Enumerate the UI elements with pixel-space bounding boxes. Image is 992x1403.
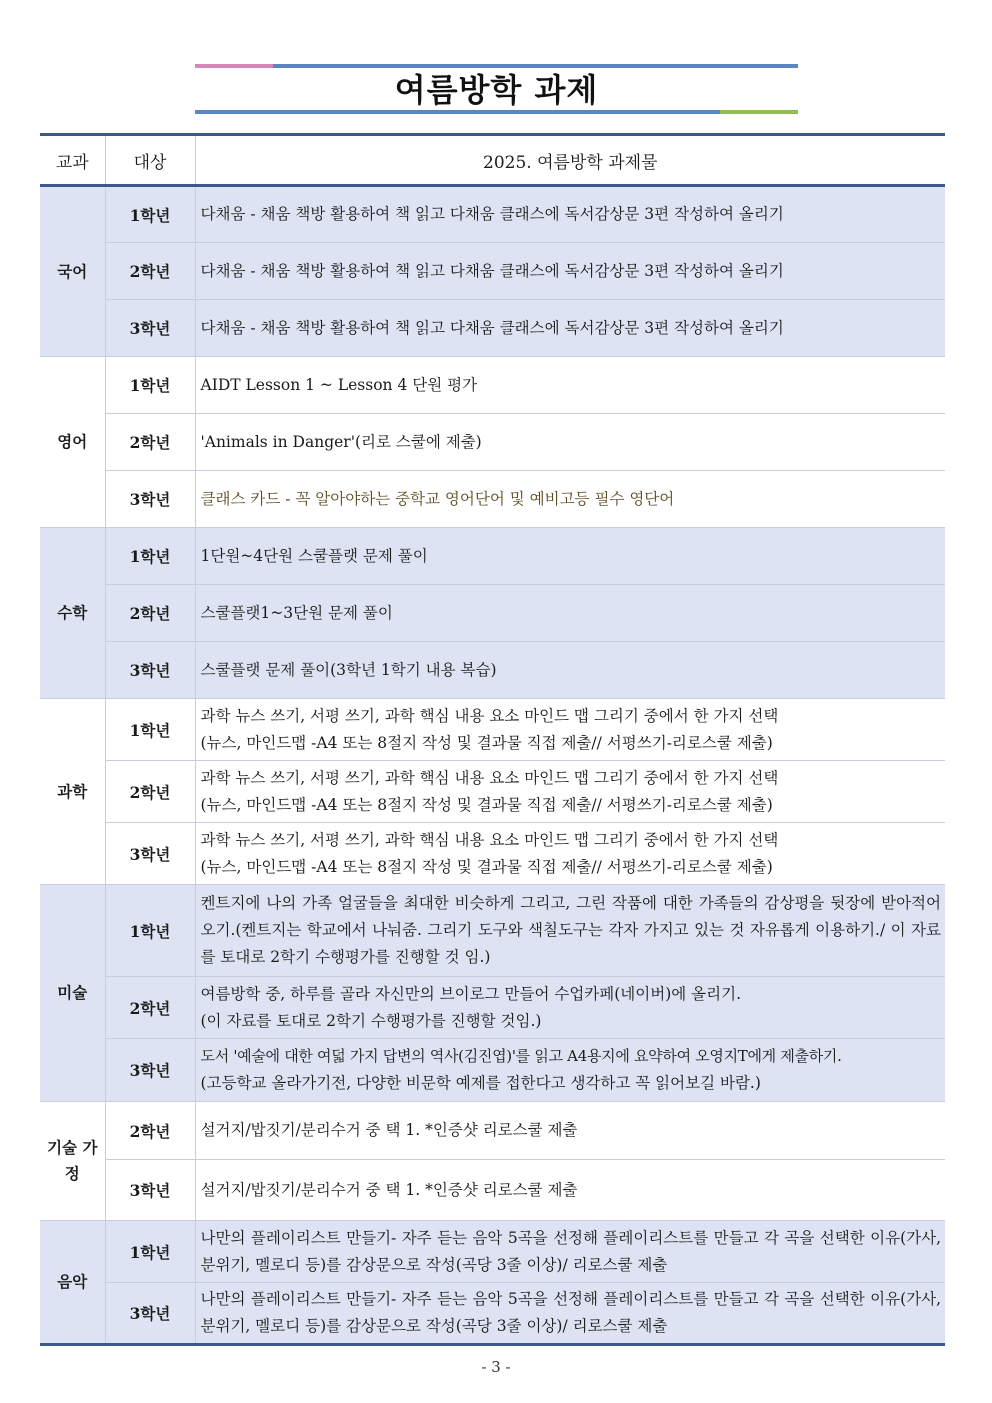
grade-cell: 1학년 bbox=[105, 885, 195, 977]
title-top-bar bbox=[195, 64, 798, 68]
grade-cell: 3학년 bbox=[105, 471, 195, 528]
task-cell: 'Animals in Danger'(리로 스쿨에 제출) bbox=[200, 432, 482, 451]
task-text: 켄트지에 나의 가족 얼굴들을 최대한 비슷하게 그리고, 그린 작품에 대한 가족들의 감상평을 뒷장에 받아적어오기.(켄트지는 학교에서 나눠줌. 그리기 도구와 색칠도구는 각자 가지고 있는 것 자유롭게 이용하기./ 이 자료를 토대로 2학기 수행평가를 진행할 것 임.) bbox=[200, 894, 941, 966]
task-text: 나만의 플레이리스트 만들기- 자주 듣는 음악 5곡을 선정해 플레이리스트를 만들고 각 곡을 선택한 이유(가사, 분위기, 멜로디 등)를 감상문으로 작성(곡당 3줄 이상)/ 리로스쿨 제출 bbox=[200, 1228, 941, 1274]
subject-cell: 영어 bbox=[40, 357, 105, 528]
task-line: 과학 뉴스 쓰기, 서평 쓰기, 과학 핵심 내용 요소 마인드 맵 그리기 중에서 한 가지 선택 bbox=[200, 706, 779, 725]
task-line: 과학 뉴스 쓰기, 서평 쓰기, 과학 핵심 내용 요소 마인드 맵 그리기 중에서 한 가지 선택 bbox=[200, 768, 779, 787]
grade-cell: 2학년 bbox=[105, 761, 195, 823]
title-bar-blue-2 bbox=[195, 110, 720, 114]
table-row bbox=[40, 414, 945, 471]
task-line: 도서 '예술에 대한 여덟 가지 답변의 역사(김진엽)'를 읽고 A4용지에 요약하여 오영지T에게 제출하기. bbox=[200, 1047, 842, 1065]
task-text: 나만의 플레이리스트 만들기- 자주 듣는 음악 5곡을 선정해 플레이리스트를 만들고 각 곡을 선택한 이유(가사, 분위기, 멜로디 등)를 감상문으로 작성(곡당 3줄 이상)/ 리로스쿨 제출 bbox=[200, 1290, 941, 1335]
table-row bbox=[40, 642, 945, 699]
header-target: 대상 bbox=[105, 135, 195, 186]
task-line: (이 자료를 토대로 2학기 수행평가를 진행할 것임.) bbox=[200, 1011, 542, 1030]
subject-cell: 국어 bbox=[40, 186, 105, 357]
task-line: (고등학교 올라가기전, 다양한 비문학 예제를 접한다고 생각하고 꼭 읽어보길 바람.) bbox=[200, 1074, 761, 1092]
task-line: (뉴스, 마인드맵 -A4 또는 8절지 작성 및 결과물 직접 제출// 서평쓰기-리로스쿨 제출) bbox=[200, 733, 773, 752]
task-line: (뉴스, 마인드맵 -A4 또는 8절지 작성 및 결과물 직접 제출// 서평쓰기-리로스쿨 제출) bbox=[200, 857, 773, 876]
task-cell bbox=[195, 761, 945, 823]
title-block bbox=[195, 64, 798, 118]
task-cell bbox=[195, 699, 945, 761]
table-row bbox=[40, 357, 945, 414]
grade-cell: 2학년 bbox=[105, 1102, 195, 1160]
task-cell bbox=[195, 885, 945, 977]
title-bottom-bar bbox=[195, 110, 798, 114]
header-assignment: 2025. 여름방학 과제물 bbox=[195, 135, 945, 186]
assignment-table bbox=[40, 133, 945, 1346]
task-cell: 다채움 - 채움 책방 활용하여 책 읽고 다채움 클래스에 독서감상문 3편 작성하여 올리기 bbox=[195, 186, 945, 243]
subject-cell bbox=[40, 1102, 105, 1221]
table-row bbox=[40, 885, 945, 977]
grade-cell: 3학년 bbox=[105, 1039, 195, 1102]
grade-cell: 1학년 bbox=[105, 186, 195, 243]
grade-cell: 1학년 bbox=[105, 1221, 195, 1283]
task-cell: 설거지/밥짓기/분리수거 중 택 1. *인증샷 리로스쿨 제출 bbox=[200, 1121, 578, 1139]
table-row bbox=[40, 761, 945, 823]
grade-cell: 1학년 bbox=[105, 528, 195, 585]
grade-cell: 3학년 bbox=[105, 642, 195, 699]
task-cell: 스쿨플랫1~3단원 문제 풀이 bbox=[195, 585, 945, 642]
table-row bbox=[40, 1221, 945, 1283]
table-row bbox=[40, 528, 945, 585]
task-cell bbox=[195, 823, 945, 885]
table-row bbox=[40, 1283, 945, 1345]
page-number: - 3 - bbox=[481, 1358, 511, 1376]
task-cell: 1단원~4단원 스쿨플랫 문제 풀이 bbox=[195, 528, 945, 585]
subject-cell: 과학 bbox=[40, 699, 105, 885]
table-row bbox=[40, 1160, 945, 1221]
subject-cell: 음악 bbox=[40, 1221, 105, 1345]
grade-cell: 2학년 bbox=[105, 977, 195, 1039]
table-row bbox=[40, 1039, 945, 1102]
table-row bbox=[40, 585, 945, 642]
task-cell: 다채움 - 채움 책방 활용하여 책 읽고 다채움 클래스에 독서감상문 3편 작성하여 올리기 bbox=[195, 243, 945, 300]
task-cell bbox=[195, 1283, 945, 1345]
grade-cell: 3학년 bbox=[105, 1283, 195, 1345]
grade-cell: 1학년 bbox=[105, 357, 195, 414]
grade-cell: 2학년 bbox=[105, 243, 195, 300]
subject-cell: 미술 bbox=[40, 885, 105, 1102]
table-header-row bbox=[40, 135, 945, 186]
table-row bbox=[40, 243, 945, 300]
task-cell: 클래스 카드 - 꼭 알아야하는 중학교 영어단어 및 예비고등 필수 영단어 bbox=[200, 489, 675, 508]
header-subject: 교과 bbox=[40, 135, 105, 186]
task-cell: 설거지/밥짓기/분리수거 중 택 1. *인증샷 리로스쿨 제출 bbox=[200, 1180, 578, 1199]
table-row bbox=[40, 300, 945, 357]
task-line: 과학 뉴스 쓰기, 서평 쓰기, 과학 핵심 내용 요소 마인드 맵 그리기 중에서 한 가지 선택 bbox=[200, 830, 779, 849]
task-cell bbox=[195, 1221, 945, 1283]
table-row bbox=[40, 186, 945, 243]
table-row bbox=[40, 823, 945, 885]
grade-cell: 1학년 bbox=[105, 699, 195, 761]
task-cell: 다채움 - 채움 책방 활용하여 책 읽고 다채움 클래스에 독서감상문 3편 작성하여 올리기 bbox=[195, 300, 945, 357]
task-cell bbox=[195, 977, 945, 1039]
grade-cell: 2학년 bbox=[105, 585, 195, 642]
title-bar-pink bbox=[195, 64, 273, 68]
page-title: 여름방학 과제 bbox=[394, 71, 599, 109]
grade-cell: 3학년 bbox=[105, 1160, 195, 1221]
subject-name-line: 가정 bbox=[64, 1138, 98, 1183]
task-cell bbox=[195, 1039, 945, 1102]
table-row bbox=[40, 471, 945, 528]
title-bar-green bbox=[720, 110, 798, 114]
subject-cell: 수학 bbox=[40, 528, 105, 699]
task-line: (뉴스, 마인드맵 -A4 또는 8절지 작성 및 결과물 직접 제출// 서평쓰기-리로스쿨 제출) bbox=[200, 795, 773, 814]
task-cell: 스쿨플랫 문제 풀이(3학년 1학기 내용 복습) bbox=[195, 642, 945, 699]
grade-cell: 2학년 bbox=[105, 414, 195, 471]
grade-cell: 3학년 bbox=[105, 300, 195, 357]
title-bar-blue bbox=[273, 64, 798, 68]
grade-cell: 3학년 bbox=[105, 823, 195, 885]
subject-name-line: 기술 bbox=[47, 1138, 78, 1157]
task-line: 여름방학 중, 하루를 골라 자신만의 브이로그 만들어 수업카페(네이버)에 올리기. bbox=[200, 984, 742, 1003]
task-cell: AIDT Lesson 1 ~ Lesson 4 단원 평가 bbox=[200, 375, 478, 394]
table-row bbox=[40, 699, 945, 761]
table-row bbox=[40, 977, 945, 1039]
table-row bbox=[40, 1102, 945, 1160]
